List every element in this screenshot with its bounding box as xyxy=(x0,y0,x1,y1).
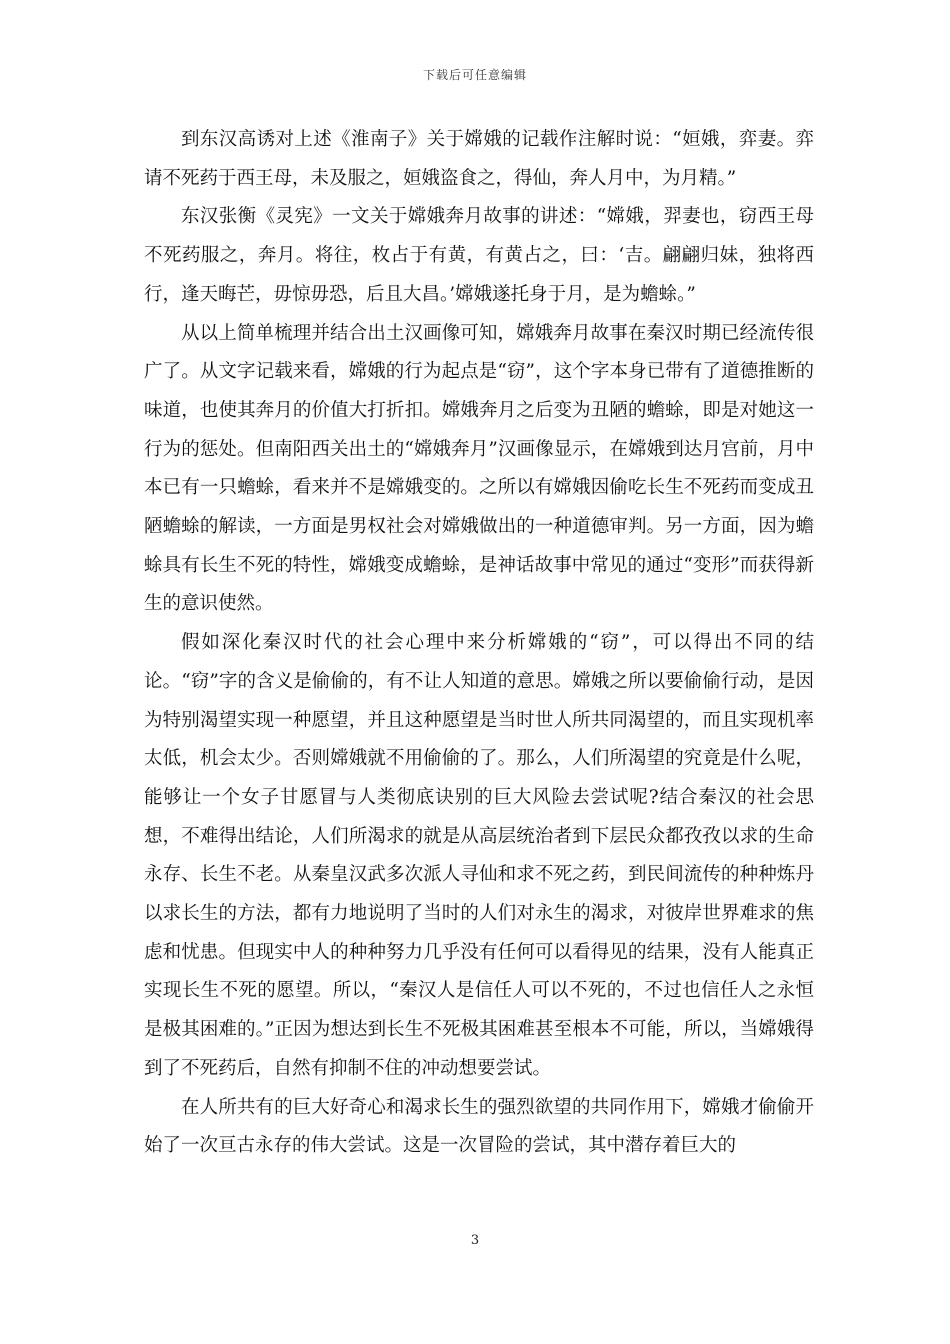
document-body xyxy=(144,121,814,1166)
paragraph-gao-you-annotation: 到东汉高诱对上述《淮南子》关于嫦娥的记载作注解时说：“姮娥，弈妻。弈请不死药于西王母，未及服之，姮娥盗食之，得仙，奔人月中，为月精。” xyxy=(144,129,814,189)
page-number: 3 xyxy=(470,1233,480,1248)
paragraph-han-period-analysis: 从以上简单梳理并结合出土汉画像可知，嫦娥奔月故事在秦汉时期已经流传很广了。从文字记载来看，嫦娥的行为起点是“窃”，这个字本身已带有了道德推断的味道，也使其奔月的价值大打折扣。嫦娥奔月之后变为丑陋的蟾蜍，即是对她这一行为的惩处。但南阳西关出土的“嫦娥奔月”汉画像显示，在嫦娥到达月宫前，月中本已有一只蟾蜍，看来并不是嫦娥变的。之所以有嫦娥因偷吃长生不死药而变成丑陋蟾蜍的解读，一方面是男权社会对嫦娥做出的一种道德审判。另一方面，因为蟾蜍具有长生不死的特性，嫦娥变成蟾蜍，是神话故事中常见的通过“变形”而获得新生的意识使然。 xyxy=(144,322,814,615)
paragraph-qin-han-social-psychology: 假如深化秦汉时代的社会心理中来分析嫦娥的“窃”，可以得出不同的结论。“窃”字的含义是偷偷的，有不让人知道的意思。嫦娥之所以要偷偷行动，是因为特别渴望实现一种愿望，并且这种愿望是当时世人所共同渴望的，而且实现机率太低，机会太少。否则嫦娥就不用偷偷的了。那么，人们所渴望的究竟是什么呢，能够让一个女子甘愿冒与人类彻底诀别的巨大风险去尝试呢?结合秦汉的社会思想，不难得出结论，人们所渴求的就是从高层统治者到下层民众都孜孜以求的生命永存、长生不老。从秦皇汉武多次派人寻仙和求不死之药，到民间流传的种种炼丹以求长生的方法，都有力地说明了当时的人们对永生的渴求，对彼岸世界难求的焦虑和忧患。但现实中人的种种努力几乎没有任何可以看得见的结果，没有人能真正实现长生不死的愿望。所以，“秦汉人是信任人可以不死的，不过也信任人之永恒是极其困难的。”正因为想达到长生不死极其困难甚至根本不可能，所以，当嫦娥得到了不死药后，自然有抑制不住的冲动想要尝试。 xyxy=(144,632,814,1079)
paragraph-great-attempt: 在人所共有的巨大好奇心和渴求长生的强烈欲望的共同作用下，嫦娥才偷偷开始了一次亘古永存的伟大尝试。这是一次冒险的尝试，其中潜存着巨大的 xyxy=(144,1096,814,1157)
page-header: 下载后可任意编辑 xyxy=(422,68,527,82)
paragraph-zhang-heng-lingxian: 东汉张衡《灵宪》一文关于嫦娥奔月故事的讲述：“嫦娥，羿妻也，窃西王母不死药服之，奔月。将往，枚占于有黄，有黄占之，曰：‘吉。翩翩归妹，独将西行，逢天晦芒，毋惊毋恐，后且大昌。’嫦娥遂托身于月，是为蟾蜍。” xyxy=(144,206,814,305)
